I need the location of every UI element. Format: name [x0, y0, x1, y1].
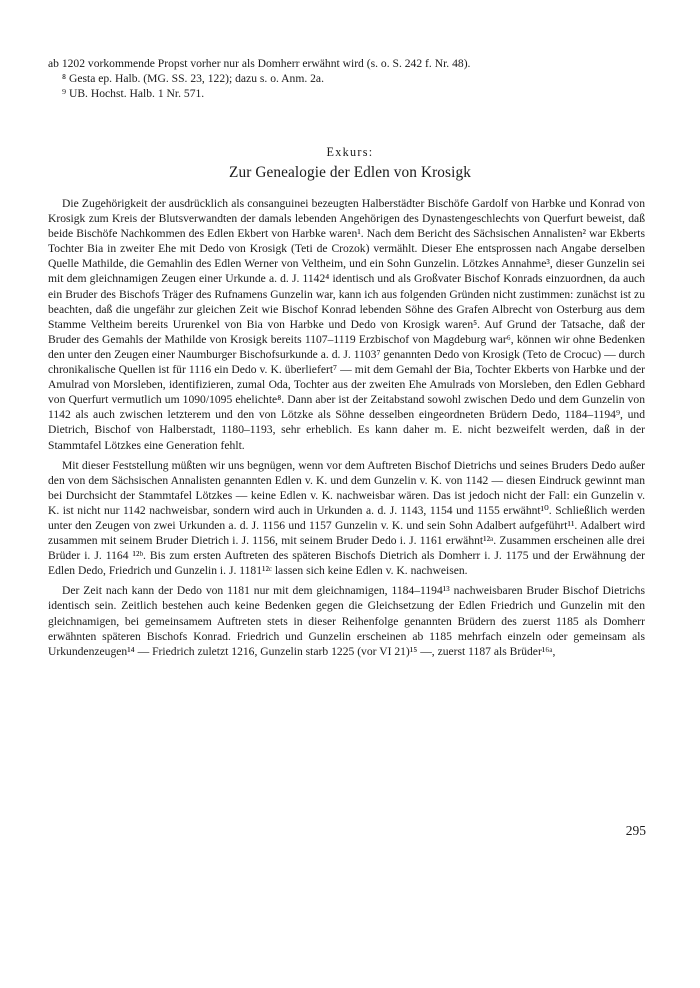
excursus-title: Zur Genealogie der Edlen von Krosigk — [229, 164, 471, 181]
footnote-9: ⁹ UB. Hochst. Halb. 1 Nr. 571. — [62, 87, 205, 101]
footnote-continuation: ab 1202 vorkommende Propst vorher nur als Domherr erwähnt wird (s. o. S. 242 f. Nr. 48). — [48, 57, 471, 70]
page-number: 295 — [625, 823, 646, 838]
excursus-label: Exkurs: — [326, 145, 374, 159]
paragraph-2: Mit dieser Feststellung müßten wir uns begnügen, wenn vor dem Auftreten Bischof Dietrichs und seines Bruders Dedo außer den von dem Sächsischen Annalisten genannten Edlen v. K. und dem Gunzelin v. K. von 1142 — diesen Eindruck gewinnt man bei Durchsicht der Stammtafel Lötzkes — keine Edlen v. K. nachweisbar wären. Das ist jedoch nicht der Fall: ein Gunzelin v. K. ist nicht nur 1142 nachweisbar, sondern wird auch in Urkunden a. d. J. 1143, 1154 und 1155 erwähnt¹⁰. Schließlich werden unter den Zeugen von zwei Urkunden a. d. J. 1156 und 1157 Gunzelin v. K. und sein Sohn Adalbert aufgeführt¹¹. Adalbert wird zusammen mit seinem Bruder Dietrich i. J. 1156, mit seinem Bruder Dedo i. J. 1161 erwähnt¹²ᵃ. Zusammen erscheinen alle drei Brüder i. J. 1164 ¹²ᵇ. Bis zum ersten Auftreten des späteren Bischofs Dietrich als Domherr i. J. 1175 und der Erwähnung der Edlen Dedo, Friedrich und Gunzelin i. J. 1181¹²ᶜ lassen sich keine Edlen v. K. nachweisen. — [48, 458, 645, 578]
paragraph-1: Die Zugehörigkeit der ausdrücklich als consanguinei bezeugten Halberstädter Bischöfe Gardolf von Harbke und Konrad von Krosigk zum Kreis der Blutsverwandten der damals lebenden Angehörigen des Dynastengeschlechts von Querfurt beweist, daß beide Bischöfe Nachkommen des Edlen Ekbert von Harbke waren¹. Nach dem Bericht des Sächsischen Annalisten² war Ekberts Tochter Bia in zweiter Ehe mit Dedo von Krosigk (Teti de Crozok) vermählt. Dieser Ehe entsprossen nach Angabe derselben Quelle Mathilde, die Gemahlin des Edlen Werner von Veltheim, und ein Sohn Gunzelin. Lötzkes Annahme³, dieser Gunzelin sei mit dem gleichnamigen Zeugen einer Urkunde a. d. J. 1142⁴ identisch und als Großvater Bischof Konrads einzuordnen, da auch ein Bruder des Bischofs Träger des Rufnamens Gunzelin war, kann ich aus folgenden Gründen nicht zustimmen: zunächst ist zu beachten, daß die ungefähr zur gleichen Zeit wie Bischof Konrad lebenden Söhne des Grafen Albrecht von Osterburg aus dem Stamme Veltheim bereits Ururenkel von Bia von Harbke und Dedo von Krosigk waren⁵. Auf Grund der Tatsache, daß der Bruder des Gemahls der Mathilde von Krosigk bereits 1107–1119 Erzbischof von Magdeburg war⁶, können wir ohne Bedenken den unter den Zeugen einer Naumburger Bischofsurkunde a. d. J. 1103⁷ genannten Dedo von Krosigk (Teto de Crocuc) — durch chronikalische Quellen ist für 1116 ein Dedo v. K. überliefert⁷ — mit dem Gemahl der Bia, Tochter Ekberts von Harbke und der Amulrad von Morsleben, identifizieren, zumal Oda, Tochter aus der zweiten Ehe Amulrads von Morsleben, den Edlen Gebhard von Querfurt vermutlich um 1090/1095 ehelichte⁸. Dann aber ist der Zeitabstand sowohl zwischen Dedo und dem Gunzelin von 1142 als auch zwischen letzterem und den von Lötzke als Söhne desselben eingeordneten Brüdern Dedo, 1184–1194⁹, und Dietrich, Bischof von Halberstadt, 1180–1193, sehr erheblich. Es kann daher m. E. nicht bezweifelt werden, daß in der Stammtafel Lötzkes eine Generation fehlt. — [48, 197, 645, 452]
footnote-8: ⁸ Gesta ep. Halb. (MG. SS. 23, 122); dazu s. o. Anm. 2a. — [62, 72, 324, 86]
footnotes-continued — [48, 56, 645, 101]
body-text — [48, 196, 645, 664]
paragraph-3: Der Zeit nach kann der Dedo von 1181 nur mit dem gleichnamigen, 1184–1194¹³ nachweisbaren Bruder Bischof Dietrichs identisch sein. Zeitlich bestehen auch keine Bedenken gegen die Gleichsetzung der Edlen Friedrich und Gunzelin mit den gleichnamigen, bei gemeinsamem Auftreten stets in dieser Reihenfolge genannten Brüdern des zuerst 1185 als Domherr erwähnten späteren Bischofs Konrad. Friedrich und Gunzelin erscheinen ab 1185 mehrfach einzeln oder gemeinsam als Urkundenzeugen¹⁴ — Friedrich zuletzt 1216, Gunzelin starb 1225 (vor VI 21)¹⁵ —, zuerst 1187 als Brüder¹⁶ᵃ, — [48, 584, 645, 658]
